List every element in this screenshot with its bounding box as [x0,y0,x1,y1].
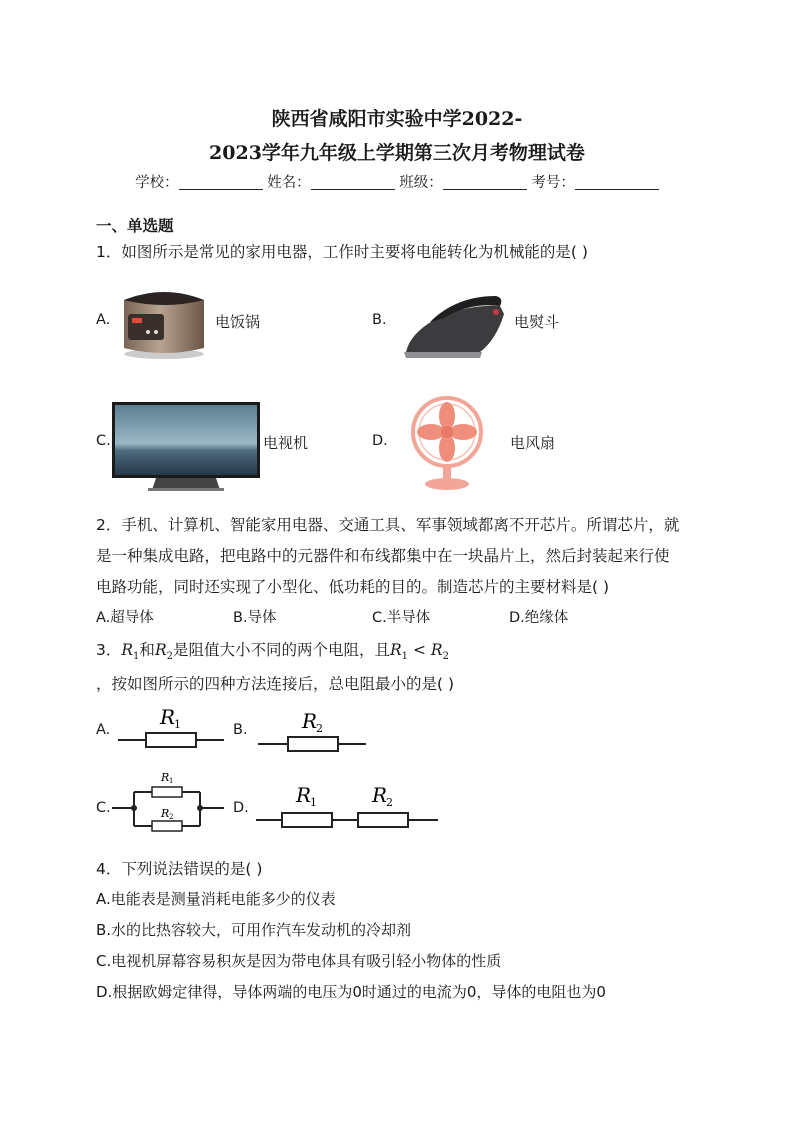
q1-option-b-letter: B. [372,312,387,328]
q4-option-c: C.电视机屏幕容易积灰是因为带电体具有吸引轻小物体的性质 [96,952,502,970]
q3-mid-text: 是阻值大小不同的两个电阻，且 [172,641,390,659]
q2-option-b: B.导体 [233,610,277,626]
q2-line-2: 是一种集成电路，把电路中的元器件和布线都集中在一块晶片上，然后封装起来行使 [96,547,670,565]
school-label: 学校： [135,175,179,191]
q3-r2-symbol: $R_2$ [154,641,173,663]
q3-relation: $R_1 < R_2$ [390,641,449,663]
class-blank[interactable] [443,175,527,190]
circuit-c-label-1: R [161,771,170,784]
q1-option-a-letter: A. [96,312,111,328]
circuit-d-label-1: R [296,783,312,807]
svg-text:1: 1 [310,796,317,809]
q4-option-d: D.根据欧姆定律得，导体两端的电压为0时通过的电流为0，导体的电阻也为0 [96,983,606,1001]
tv-icon [112,402,260,496]
circuit-d-label-2: R [372,783,388,807]
circuit-a-label: R [160,705,176,729]
circuit-c-parallel [112,768,228,840]
rice-cooker-icon [118,278,210,360]
q2-line-1: 2．手机、计算机、智能家用电器、交通工具、军事领域都离不开芯片。所谓芯片，就 [96,516,680,534]
name-label: 姓名： [267,175,311,191]
q3-and: 和 [139,641,155,659]
student-info-line [0,171,794,192]
q1-stem: 1．如图所示是常见的家用电器，工作时主要将电能转化为机械能的是( ) [96,243,588,261]
q2-line-3: 电路功能，同时还实现了小型化、低功耗的目的。制造芯片的主要材料是( ) [96,578,610,596]
q3-stem-line-1 [96,638,449,662]
exam-no-blank[interactable] [575,175,659,190]
circuit-a-sub: 1 [174,718,181,731]
q3-stem-line-2: ，按如图所示的四种方法连接后，总电阻最小的是( ) [96,675,455,693]
q1-option-d-label: 电风扇 [510,434,556,452]
q1-option-b-label: 电熨斗 [514,313,560,331]
q1-option-c-label: 电视机 [263,434,309,452]
q1-option-c-letter: C. [96,433,111,449]
iron-icon [400,282,508,362]
q4-stem: 4．下列说法错误的是( ) [96,860,263,878]
q4-option-a: A.电能表是测量消耗电能多少的仪表 [96,890,336,908]
q1-option-a-label: 电饭锅 [215,313,261,331]
school-blank[interactable] [179,175,263,190]
svg-text:1: 1 [169,777,174,785]
q2-option-a: A.超导体 [96,610,154,626]
circuit-b-label: R [302,709,318,733]
q3-option-a-letter: A. [96,722,111,738]
q3-option-b-letter: B. [233,722,248,738]
svg-text:2: 2 [169,813,174,821]
section-title: 一、单选题 [96,217,174,235]
circuit-d-series [256,778,442,834]
q2-option-c: C.半导体 [372,610,431,626]
exam-no-label: 考号： [531,175,575,191]
class-label: 班级： [399,175,443,191]
name-blank[interactable] [311,175,395,190]
circuit-b-sub: 2 [316,722,323,735]
q1-option-d-letter: D. [372,433,388,449]
title-line-1: 陕西省咸阳市实验中学2022- [271,108,523,130]
title-line-2: 2023学年九年级上学期第三次月考物理试卷 [209,142,585,164]
fan-icon [404,394,490,492]
circuit-b-single-r2 [258,700,368,752]
q3-option-c-letter: C. [96,800,111,816]
q3-option-d-letter: D. [233,800,249,816]
q4-option-b: B.水的比热容较大，可用作汽车发动机的冷却剂 [96,921,412,939]
q3-r1-symbol: $R_1$ [121,641,140,663]
circuit-c-label-2: R [161,807,170,820]
svg-text:2: 2 [386,796,393,809]
circuit-a-single-r1 [118,700,228,752]
q3-number: 3． [96,641,122,659]
q2-option-d: D.绝缘体 [509,610,569,626]
